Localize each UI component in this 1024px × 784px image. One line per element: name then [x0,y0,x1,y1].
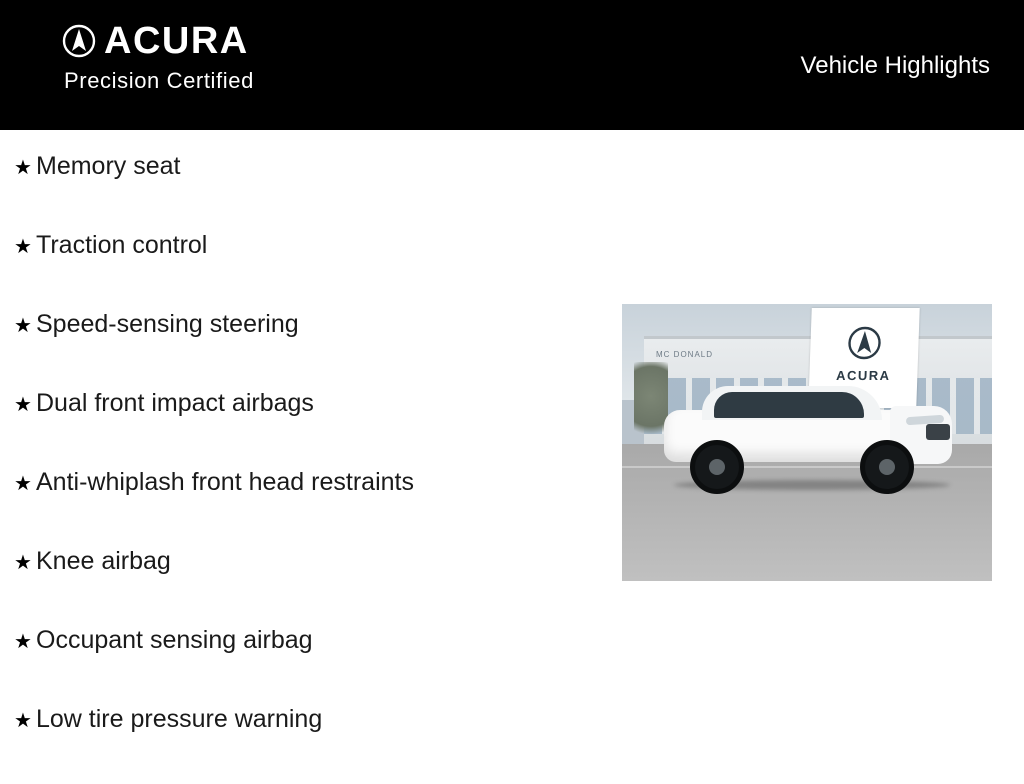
page-title: Vehicle Highlights [800,52,990,79]
brand-row [62,22,362,60]
vehicle-photo [622,304,992,581]
list-item [0,547,600,626]
star-icon: ★ [14,710,32,732]
feature-label: Memory seat [36,152,181,180]
list-item [0,152,600,231]
feature-label: Speed-sensing steering [36,310,299,338]
photo-building-sign: MC DONALD [656,350,714,359]
feature-label: Occupant sensing airbag [36,626,313,654]
star-icon: ★ [14,315,32,337]
photo-vehicle-rear-wheel [690,440,744,494]
star-icon: ★ [14,631,32,653]
acura-caliper-logo-icon [62,24,96,58]
photo-vehicle-front-wheel [860,440,914,494]
photo-banner-text: ACURA [835,368,891,383]
feature-label: Anti-whiplash front head restraints [36,468,414,496]
feature-label: Dual front impact airbags [36,389,314,417]
star-icon: ★ [14,236,32,258]
brand-lockup [62,22,362,94]
feature-label: Traction control [36,231,208,259]
feature-list [0,130,600,784]
list-item [0,468,600,547]
star-icon: ★ [14,552,32,574]
star-icon: ★ [14,473,32,495]
header-bar [0,0,1024,130]
photo-vehicle-windows [714,392,864,418]
star-icon: ★ [14,157,32,179]
star-icon: ★ [14,394,32,416]
list-item [0,705,600,784]
list-item [0,231,600,310]
feature-label: Knee airbag [36,547,171,575]
feature-label: Low tire pressure warning [36,705,323,733]
acura-caliper-logo-icon [847,326,882,360]
brand-name: ACURA [104,20,249,62]
list-item [0,389,600,468]
photo-vehicle-grille [926,424,950,440]
photo-vehicle [654,384,954,490]
brand-tagline: Precision Certified [64,68,254,93]
list-item [0,310,600,389]
list-item [0,626,600,705]
